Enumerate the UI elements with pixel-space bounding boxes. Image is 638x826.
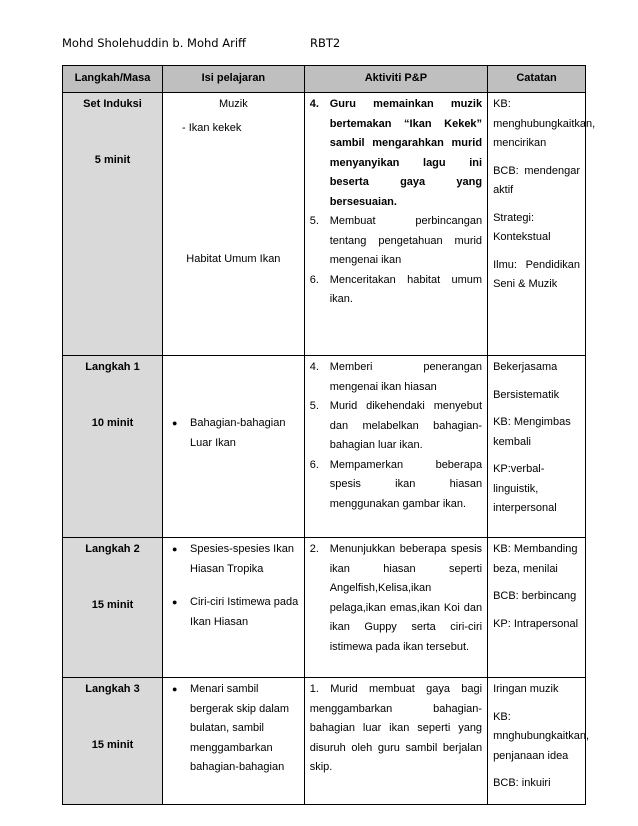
- table-header-row: [63, 66, 586, 93]
- activity-item: 5. Membuat perbincangan tentang pengetahuan murid mengenai ikan: [309, 215, 483, 266]
- lesson-plan-table: [62, 65, 596, 805]
- content-cell: [163, 678, 305, 805]
- note-item: BCB: mendengar aktif: [493, 164, 580, 196]
- note-item: KB: Mengimbas kembali: [493, 416, 571, 448]
- stage-cell: [63, 356, 163, 538]
- activity-item: 5. Murid dikehendaki menyebut dan melabelkan bahagian-bahagian luar ikan.: [309, 400, 483, 451]
- column-header: Isi pelajaran: [163, 66, 305, 93]
- table-row: [63, 356, 586, 538]
- activity-cell: [304, 678, 487, 805]
- table-row: [63, 93, 586, 356]
- note-item: KB: Membanding beza, menilai: [493, 543, 578, 575]
- notes-cell: [488, 93, 596, 356]
- bullet-icon: ●: [172, 418, 178, 428]
- content-subitem: - Ikan kekek: [182, 121, 242, 134]
- note-item: Strategi: Kontekstual: [493, 211, 551, 243]
- stage-cell: [63, 538, 163, 678]
- column-header: Aktiviti P&P: [304, 66, 487, 93]
- content-bullet: ● Spesies-spesies Ikan Hiasan Tropika: [168, 540, 299, 579]
- table-row: [63, 538, 586, 678]
- stage-label: Langkah 2: [85, 543, 140, 555]
- note-item: BCB: inkuiri: [493, 777, 551, 789]
- note-item: KP:verbal-linguistik, interpersonal: [493, 463, 557, 514]
- time-label: 10 minit: [91, 416, 134, 429]
- note-item: Ilmu: Pendidikan Seni & Muzik: [493, 258, 580, 290]
- activity-item: 4. Memberi penerangan mengenai ikan hiasan: [309, 361, 483, 393]
- activity-item: 6. Menceritakan habitat umum ikan.: [309, 273, 483, 305]
- note-item: KP: Intrapersonal: [493, 617, 579, 630]
- stage-label: Langkah 3: [85, 683, 140, 695]
- notes-cell: [488, 678, 590, 805]
- note-item: Bekerjasama: [493, 361, 558, 373]
- note-item: Iringan muzik: [493, 683, 559, 695]
- stage-cell: [63, 93, 163, 356]
- content-bullet: ● Bahagian-bahagian Luar Ikan: [168, 414, 299, 453]
- content-bullet: ● Ciri-ciri Istimewa pada Ikan Hiasan: [168, 593, 299, 632]
- author-name: Mohd Sholehuddin b. Mohd Ariff: [62, 36, 246, 50]
- content-title: Muzik: [218, 98, 248, 110]
- activity-cell: [304, 538, 487, 678]
- activity-cell: [304, 356, 487, 538]
- column-header: Langkah/Masa: [63, 66, 163, 93]
- bullet-icon: ●: [172, 544, 178, 554]
- stage-label: Langkah 1: [85, 361, 140, 373]
- content-subtitle: Habitat Umum Ikan: [186, 253, 281, 265]
- activity-item: 4. Guru memainkan muzik bertemakan “Ikan Kekek” sambil mengarahkan murid menyanyikan lagu ini beserta gaya yang bersesuaian.: [309, 98, 483, 208]
- time-label: 5 minit: [94, 153, 131, 166]
- bullet-icon: ●: [172, 597, 178, 607]
- note-item: Bersistematik: [493, 388, 560, 401]
- notes-cell: [488, 356, 586, 538]
- activity-item: 6. Mempamerkan beberapa spesis ikan hiasan menggunakan gambar ikan.: [309, 458, 483, 510]
- time-label: 15 minit: [91, 738, 134, 751]
- content-cell: [163, 356, 305, 538]
- note-item: BCB: berbincang: [493, 590, 577, 602]
- content-cell: [163, 538, 305, 678]
- class-code: RBT2: [310, 36, 341, 50]
- stage-label: Set Induksi: [83, 98, 142, 110]
- bullet-icon: ●: [172, 684, 178, 694]
- activity-item: 1. Murid membuat gaya bagi menggambarkan bahagian-bahagian luar ikan seperti yang disuruh oleh guru sambil berjalan skip.: [309, 683, 483, 773]
- table-row: [63, 678, 586, 805]
- content-bullet: ● Menari sambil bergerak skip dalam bulatan, sambil menggambarkan bahagian-bahagian: [168, 680, 299, 778]
- note-item: KB: mnghubungkaitkan, penjanaan idea: [493, 710, 590, 762]
- column-header: Catatan: [488, 66, 586, 93]
- note-item: KB: menghubungkaitkan, mencirikan: [493, 98, 596, 149]
- page-header: [62, 36, 341, 50]
- activity-item: 2. Menunjukkan beberapa spesis ikan hiasan seperti Angelfish,Kelisa,ikan pelaga,ikan emas,ikan Koi dan ikan Guppy serta ciri-ciri istimewa pada ikan tersebut.: [309, 543, 483, 653]
- stage-cell: [63, 678, 163, 805]
- activity-cell: [304, 93, 487, 356]
- content-cell: [163, 93, 305, 356]
- notes-cell: [488, 538, 586, 678]
- time-label: 15 minit: [91, 598, 134, 611]
